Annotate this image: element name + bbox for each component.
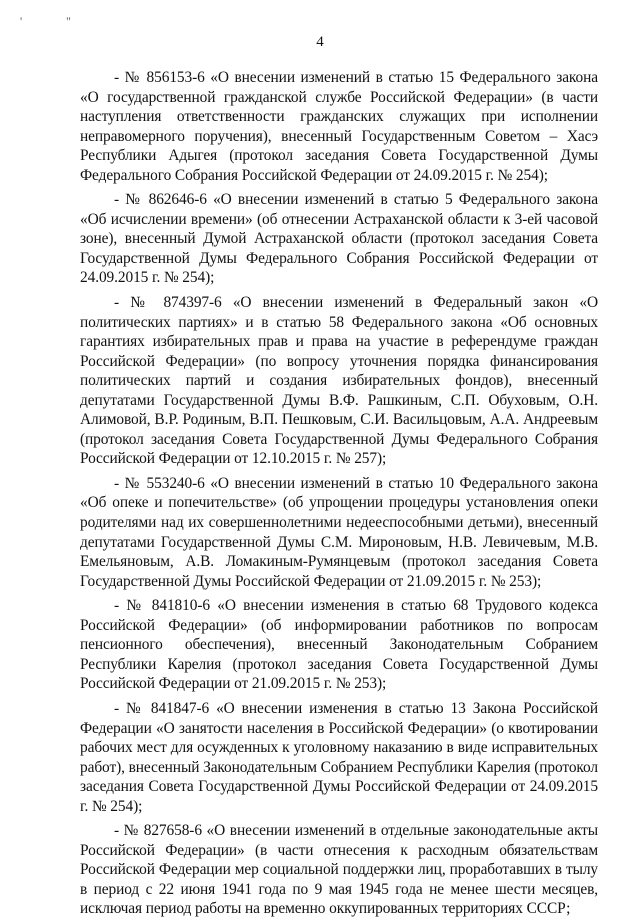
bill-entry-841810-6: - № 841810-6 «О внесении изменения в статью 68 Трудового кодекса Российской Федерации» (об информировании работников по вопросам пенсионного обеспечения), внесенный Законодательным Собранием Республики Карелия (протокол заседания Совета Государственной Думы Российской Федерации от 21.09.2015 г. № 253); bbox=[80, 597, 598, 693]
bill-entry-862646-6: - № 862646-6 «О внесении изменений в статью 5 Федерального закона «Об исчислении времени» (об отнесении Астраханской области к 3-ей часовой зоне), внесенный Думой Астраханской области (протокол заседания Совета Государственной Думы Федерального Собрания Российской Федерации от 24.09.2015 г. № 254); bbox=[80, 191, 598, 287]
page-number: 4 bbox=[316, 34, 324, 50]
bill-entry-827658-6: - № 827658-6 «О внесении изменений в отдельные законодательные акты Российской Федерации» (в части отнесения к расходным обязательствам Российской Федерации мер социальной поддержки лиц, проработавших в тылу в период с 22 июня 1941 года по 9 мая 1945 года не менее шести месяцев, исключая период работы на временно оккупированных территориях СССР; bbox=[80, 822, 598, 918]
bill-entry-874397-6: - № 874397-6 «О внесении изменений в Федеральный закон «О политических партиях» и в статью 58 Федерального закона «Об основных гарантиях избирательных прав и права на участие в референдуме граждан Российской Федерации» (по вопросу уточнения порядка финансирования политических партий и создания избирательных фондов), внесенный депутатами Государственной Думы В.Ф. Рашкиным, С.П. Обуховым, О.Н. Алимовой, В.Р. Родиным, В.П. Пешковым, С.И. Васильцовым, А.А. Андреевым (протокол заседания Совета Государственной Думы Федерального Собрания Российской Федерации от 12.10.2015 г. № 257); bbox=[80, 294, 598, 468]
scan-mark-left: ' bbox=[20, 14, 23, 28]
bill-entry-856153-6: - № 856153-6 «О внесении изменений в статью 15 Федерального закона «О государственной гражданской службе Российской Федерации» (в части наступления ответственности гражданских служащих при исполнении неправомерного поручения), внесенный Государственным Советом – Хасэ Республики Адыгея (протокол заседания Совета Государственной Думы Федерального Собрания Российской Федерации от 24.09.2015 г. № 254); bbox=[80, 69, 598, 184]
scan-mark-right: " bbox=[66, 14, 71, 28]
document-body bbox=[80, 68, 598, 924]
bill-entry-841847-6: - № 841847-6 «О внесении изменения в статью 13 Закона Российской Федерации «О занятости населения в Российской Федерации» (о квотировании рабочих мест для осужденных к уголовному наказанию в виде исправительных работ), внесенный Законодательным Собранием Республики Карелия (протокол заседания Совета Государственной Думы Российской Федерации от 24.09.2015 г. № 254); bbox=[80, 699, 598, 815]
bill-entry-553240-6: - № 553240-6 «О внесении изменений в статью 10 Федерального закона «Об опеке и попечительстве» (об упрощении процедуры установления опеки родителями над их совершеннолетними недееспособными детьми), внесенный депутатами Государственной Думы С.М. Мироновым, Н.В. Левичевым, М.В. Емельяновым, А.В. Ломакиным-Румянцевым (протокол заседания Совета Государственной Думы Российской Федерации от 21.09.2015 г. № 253); bbox=[80, 474, 598, 590]
